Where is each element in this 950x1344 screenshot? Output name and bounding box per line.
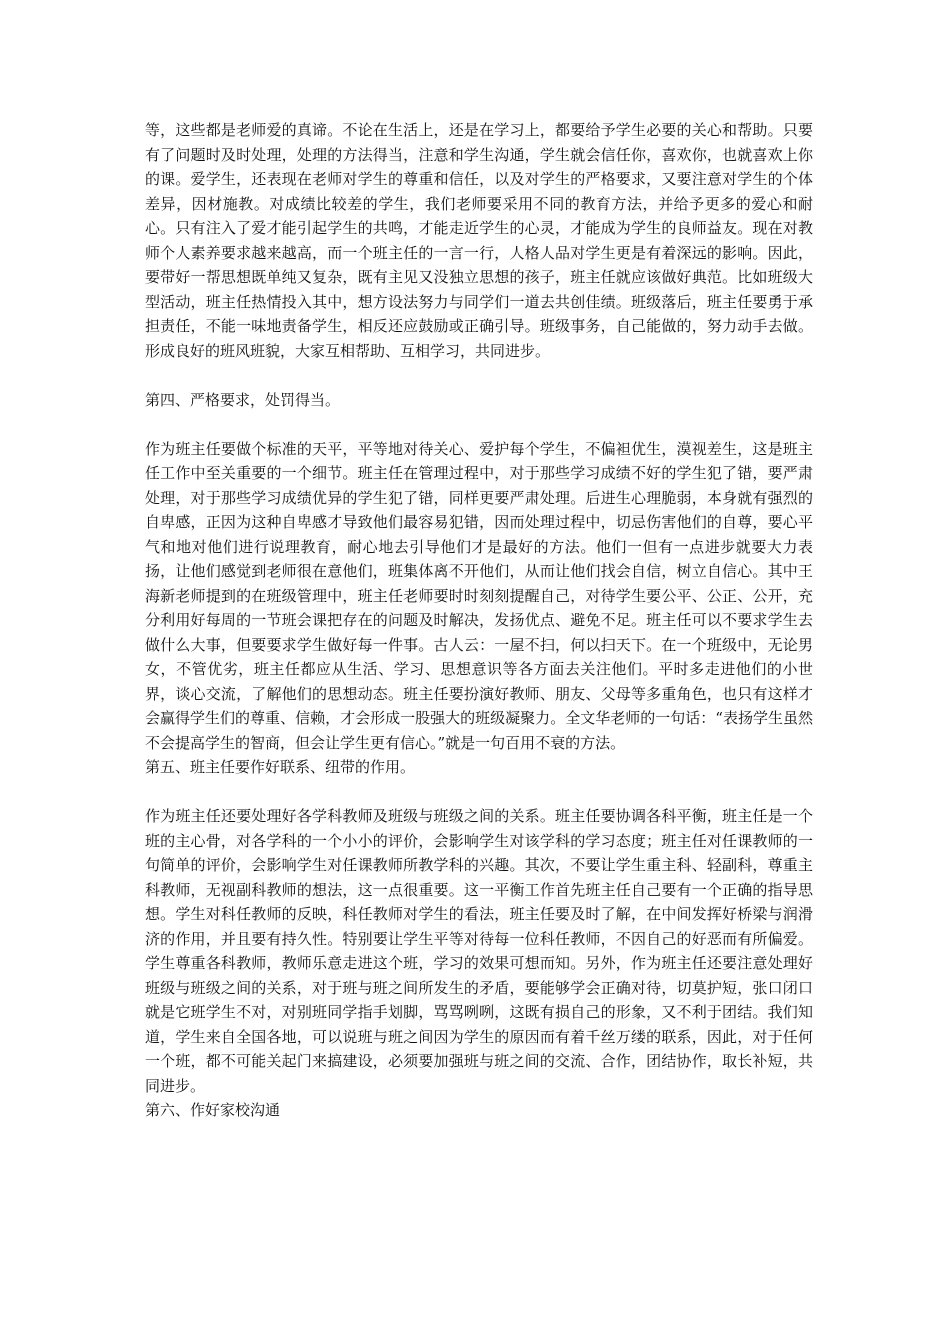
heading-section-6: 第六、作好家校沟通 xyxy=(145,1101,281,1119)
document-body xyxy=(145,118,813,1123)
paragraph-love-students: 等，这些都是老师爱的真谛。不论在生活上，还是在学习上，都要给予学生必要的关心和帮助。只要有了问题时及时处理，处理的方法得当，注意和学生沟通，学生就会信任你，喜欢你，也就喜欢上你的课。爱学生，还表现在老师对学生的尊重和信任，以及对学生的严格要求，又要注意对学生的个体差异，因材施教。对成绩比较差的学生，我们老师要采用不同的教育方法，并给予更多的爱心和耐心。只有注入了爱才能引起学生的共鸣，才能走近学生的心灵，才能成为学生的良师益友。现在对教师个人素养要求越来越高，而一个班主任的一言一行，人格人品对学生更是有着深远的影响。因此，要带好一帮思想既单纯又复杂，既有主见又没独立思想的孩子，班主任就应该做好典范。比如班级大型活动，班主任热情投入其中，想方设法努力与同学们一道去共创佳绩。班级落后，班主任要勇于承担责任，不能一味地责备学生，相反还应鼓励或正确引导。班级事务，自己能做的，努力动手去做。形成良好的班风班貌，大家互相帮助、互相学习，共同进步。 xyxy=(145,121,813,360)
paragraph-liaison-role: 作为班主任还要处理好各学科教师及班级与班级之间的关系。班主任要协调各科平衡，班主任是一个班的主心骨，对各学科的一个小小的评价，会影响学生对该学科的学习态度；班主任对任课教师的一句简单的评价，会影响学生对任课教师所教学科的兴趣。其次，不要让学生重主科、轻副科，尊重主科教师，无视副科教师的想法，这一点很重要。这一平衡工作首先班主任自己要有一个正确的指导思想。学生对科任教师的反映，科任教师对学生的看法，班主任要及时了解，在中间发挥好桥梁与润滑济的作用，并且要有持久性。特别要让学生平等对待每一位科任教师，不因自己的好恶而有所偏爱。学生尊重各科教师，教师乐意走进这个班，学习的效果可想而知。另外，作为班主任还要注意处理好班级与班级之间的关系，对于班与班之间所发生的矛盾，要能够学会正确对待，切莫护短，张口闭口就是它班学生不对，对别班同学指手划脚，骂骂咧咧，这既有损自己的形象，又不利于团结。我们知道，学生来自全国各地，可以说班与班之间因为学生的原因而有着千丝万缕的联系，因此，对于任何一个班，都不可能关起门来搞建设，必须要加强班与班之间的交流、合作，团结协作，取长补短，共同进步。 xyxy=(145,807,813,1095)
paragraph-spacer xyxy=(145,412,813,437)
paragraph-spacer xyxy=(145,780,813,805)
paragraph-spacer xyxy=(145,363,813,388)
paragraph-strict-requirements: 作为班主任要做个标准的天平，平等地对待关心、爱护每个学生，不偏袒优生，漠视差生，这是班主任工作中至关重要的一个细节。班主任在管理过程中，对于那些学习成绩不好的学生犯了错，要严肃处理，对于那些学习成绩优异的学生犯了错，同样更要严肃处理。后进生心理脆弱，本身就有强烈的自卑感，正因为这种自卑感才导致他们最容易犯错，因而处理过程中，切忌伤害他们的自尊，要心平气和地对他们进行说理教育，耐心地去引导他们才是最好的方法。他们一但有一点进步就要大力表扬，让他们感觉到老师很在意他们，班集体离不开他们，从而让他们找会自信，树立自信心。其中王海新老师提到的在班级管理中，班主任老师要时时刻刻提醒自己，对待学生要公平、公正、公开，充分利用好每周的一节班会课把存在的问题及时解决，发扬优点、避免不足。班主任可以不要求学生去做什么大事，但要要求学生做好每一件事。古人云：一屋不扫，何以扫天下。在一个班级中，无论男女，不管优劣，班主任都应从生活、学习、思想意识等各方面去关注他们。平时多走进他们的小世界，谈心交流，了解他们的思想动态。班主任要扮演好教师、朋友、父母等多重角色，也只有这样才会赢得学生们的尊重、信赖，才会形成一股强大的班级凝聚力。全文华老师的一句话：“表扬学生虽然不会提高学生的智商，但会让学生更有信心。”就是一句百用不衰的方法。 xyxy=(145,439,813,752)
heading-section-5: 第五、班主任要作好联系、纽带的作用。 xyxy=(145,758,416,776)
heading-section-4: 第四、严格要求，处罚得当。 xyxy=(145,390,341,409)
